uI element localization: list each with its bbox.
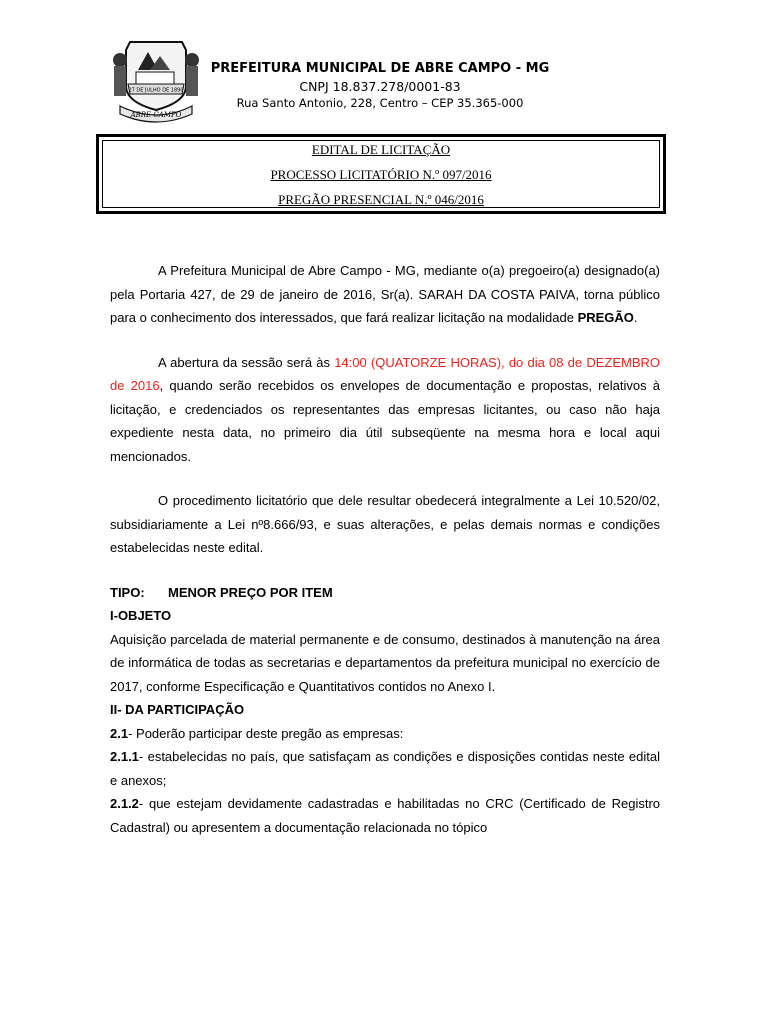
item-number: 2.1 xyxy=(110,725,129,741)
participacao-item xyxy=(110,722,660,746)
participacao-item xyxy=(110,792,660,839)
processo-number: PROCESSO LICITATÓRIO N.º 097/2016 xyxy=(270,166,492,182)
letterhead xyxy=(210,60,550,112)
tipo-value: MENOR PREÇO POR ITEM xyxy=(168,584,333,600)
edital-title: EDITAL DE LICITAÇÃO xyxy=(311,141,451,157)
edital-title-box xyxy=(96,134,666,214)
abertura-paragraph xyxy=(110,351,660,469)
modalidade-bold: PREGÃO xyxy=(577,310,634,325)
municipal-crest-logo xyxy=(108,36,204,124)
item-number: 2.1.2 xyxy=(110,796,139,811)
org-name: PREFEITURA MUNICIPAL DE ABRE CAMPO - MG xyxy=(210,61,550,76)
tipo-row xyxy=(110,581,660,605)
intro-end: . xyxy=(633,310,638,325)
participacao-heading: II- DA PARTICIPAÇÃO xyxy=(110,702,245,717)
item-text: - Poderão participar deste pregão as empresas: xyxy=(128,725,404,741)
org-address: Rua Santo Antonio, 228, Centro – CEP 35.365-000 xyxy=(236,96,524,110)
intro-paragraph xyxy=(110,259,660,330)
item-number: 2.1.1 xyxy=(110,749,139,764)
crest-date-text: 27 DE JULHO DE 1890 xyxy=(128,87,184,94)
item-text: - estabelecidas no país, que satisfaçam as condições e disposições contidas neste edital e anexos; xyxy=(110,749,660,788)
tipo-label: TIPO: xyxy=(110,584,145,600)
abertura-text-end: , quando serão recebidos os envelopes de documentação e propostas, relativos à licitação, e credenciados os representantes das empresas licitantes, ou caso não haja expediente nesta data, no primeiro dia útil subseqüente na mesma hora e local aqui mencionados. xyxy=(110,378,660,464)
item-text: - que estejam devidamente cadastradas e habilitadas no CRC (Certificado de Registro Cadastral) ou apresentem a documentação relacionada no tópico xyxy=(110,796,660,835)
intro-text: A Prefeitura Municipal de Abre Campo - MG, mediante o(a) pregoeiro(a) designado(a) pela Portaria 427, de 29 de janeiro de 2016, Sr(a). SARAH DA COSTA PAIVA, torna público para o conhecimento dos interessados, que fará realizar licitação na modalidade xyxy=(110,263,660,325)
org-cnpj: CNPJ 18.837.278/0001-83 xyxy=(299,79,461,94)
procedimento-paragraph: O procedimento licitatório que dele resultar obedecerá integralmente a Lei 10.520/02, subsidiariamente a Lei nº8.666/93, e suas alterações, e pelas demais normas e condições estabelecidas neste edital. xyxy=(110,493,660,555)
participacao-item xyxy=(110,745,660,792)
pregao-number: PREGÃO PRESENCIAL N.º 046/2016 xyxy=(278,191,484,207)
abertura-text-start: A abertura da sessão será às xyxy=(158,354,335,370)
crest-name-text: ABRE CAMPO xyxy=(130,111,182,119)
objeto-heading: I-OBJETO xyxy=(110,608,172,623)
objeto-paragraph: Aquisição parcelada de material permanente e de consumo, destinados à manutenção na área de informática de todas as secretarias e departamentos da prefeitura municipal no exercício de 2017, conforme Especificação e Quantitativos contidos no Anexo I. xyxy=(110,631,660,694)
abertura-datetime: 14:00 (QUATORZE HORAS), do dia 08 de DEZEMBRO de 2016 xyxy=(110,354,660,393)
document-body xyxy=(110,259,660,839)
